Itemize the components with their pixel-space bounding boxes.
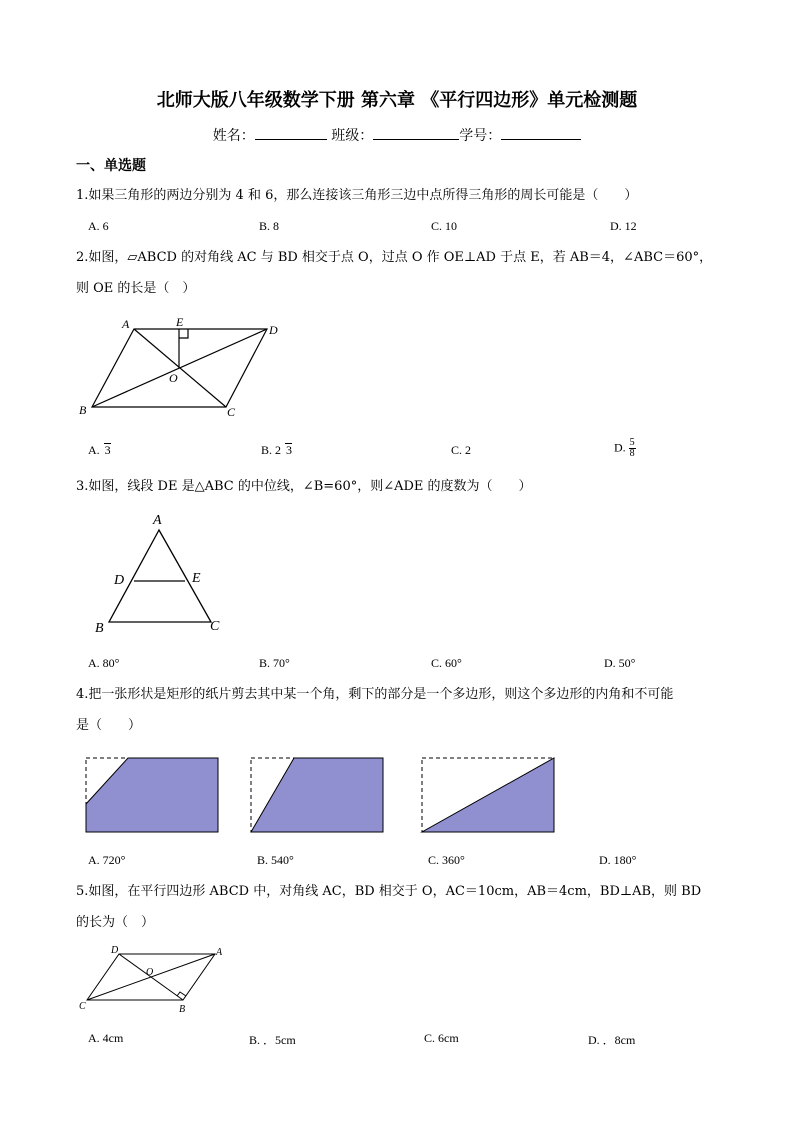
class-label: 班级： — [331, 128, 374, 144]
q2-right-angle-mark — [179, 329, 188, 338]
fraction-denominator: 8 — [629, 448, 635, 459]
q4-option-d: D. 180° — [599, 853, 637, 867]
q2-parallelogram-figure — [76, 312, 296, 422]
q2-option-d — [614, 438, 636, 459]
question-2-line-2: 则 OE 的长是（ ） — [76, 281, 196, 296]
q5-right-angle-mark — [177, 992, 186, 996]
q2-label-c: C — [227, 405, 236, 419]
q4-b-remaining-polygon — [251, 758, 383, 832]
q3-triangle-figure — [90, 508, 240, 638]
q4-option-a: A. 720° — [88, 853, 126, 867]
q2-label-a: A — [122, 317, 130, 331]
q5-label-a: A — [216, 947, 223, 958]
question-5-line-1: 5.如图，在平行四边形 ABCD 中，对角线 AC，BD 相交于 O，AC＝10cm，AB＝4cm，BD⊥AB，则 BD — [76, 884, 702, 899]
q4-a-remaining-polygon — [86, 758, 218, 832]
q3-option-d: D. 50° — [604, 656, 636, 670]
q1-option-a: A. 6 — [88, 219, 109, 233]
q2-option-a — [88, 443, 111, 458]
q2-option-a-label: A. — [88, 443, 103, 457]
question-4-line-2: 是（ ） — [76, 718, 142, 733]
q4-c-remaining-polygon — [422, 758, 554, 832]
q3-label-c: C — [210, 619, 220, 634]
q3-label-b: B — [95, 621, 104, 636]
q5-label-d: D — [111, 945, 119, 956]
question-2-line-1: 2.如图，▱ABCD 的对角线 AC 与 BD 相交于点 O，过点 O 作 OE⊥AD 于点 E，若 AB＝4，∠ABC＝60°， — [76, 250, 713, 265]
q2-label-o: O — [169, 371, 178, 385]
q2-label-d: D — [269, 323, 278, 337]
q5-option-c: C. 6cm — [424, 1031, 459, 1045]
q4-option-b: B. 540° — [257, 853, 294, 867]
q2-option-b — [261, 443, 292, 458]
fraction-numerator: 5 — [629, 437, 635, 448]
q2-option-a-sqrt: 3 — [104, 443, 111, 457]
q4-shape-a — [84, 754, 224, 836]
question-4-line-1: 4.把一张形状是矩形的纸片剪去其中某一个角，剩下的部分是一个多边形，则这个多边形的内角和不可能 — [76, 687, 674, 702]
q3-label-a: A — [153, 513, 162, 528]
q2-option-d-fraction — [629, 438, 636, 459]
question-3: 3.如图，线段 DE 是△ABC 的中位线，∠B=60°，则∠ADE 的度数为（ ） — [76, 479, 532, 494]
id-label: 学号： — [459, 128, 502, 144]
class-blank — [373, 125, 459, 140]
q5-option-d: D. ．8cm — [588, 1033, 636, 1047]
q2-option-b-label: B. 2 — [261, 443, 285, 457]
q2-option-b-sqrt: 3 — [286, 443, 293, 457]
q5-option-a: A. 4cm — [88, 1031, 124, 1045]
q5-parallelogram-figure — [76, 942, 236, 1018]
q2-label-e: E — [176, 315, 184, 329]
q5-option-b: B. ．5cm — [249, 1033, 296, 1047]
q4-option-c: C. 360° — [428, 853, 465, 867]
q1-option-d: D. 12 — [610, 219, 637, 233]
q3-option-c: C. 60° — [431, 656, 462, 670]
section-heading: 一、单选题 — [76, 158, 146, 174]
q3-option-a: A. 80° — [88, 656, 120, 670]
q2-label-b: B — [79, 403, 87, 417]
q1-option-b: B. 8 — [259, 219, 280, 233]
q4-shape-c — [420, 754, 560, 836]
q2-option-d-label: D. — [614, 440, 629, 455]
question-5-line-2: 的长为（ ） — [76, 915, 155, 930]
q3-label-d: D — [114, 573, 125, 588]
page-title: 北师大版八年级数学下册 第六章 《平行四边形》单元检测题 — [156, 90, 638, 111]
q2-option-c: C. 2 — [451, 443, 472, 457]
q3-label-e: E — [192, 571, 201, 586]
q3-option-b: B. 70° — [259, 656, 290, 670]
q1-option-c: C. 10 — [431, 219, 458, 233]
question-1: 1.如果三角形的两边分别为 4 和 6，那么连接该三角形三边中点所得三角形的周长可能是（ ） — [76, 188, 638, 203]
q4-shape-b — [249, 754, 389, 836]
q5-label-o: O — [146, 967, 154, 978]
id-blank — [501, 125, 581, 140]
student-info — [0, 125, 794, 145]
q5-label-b: B — [179, 1004, 186, 1015]
name-blank — [255, 125, 327, 140]
name-label: 姓名： — [212, 128, 255, 144]
q5-label-c: C — [79, 1001, 86, 1012]
